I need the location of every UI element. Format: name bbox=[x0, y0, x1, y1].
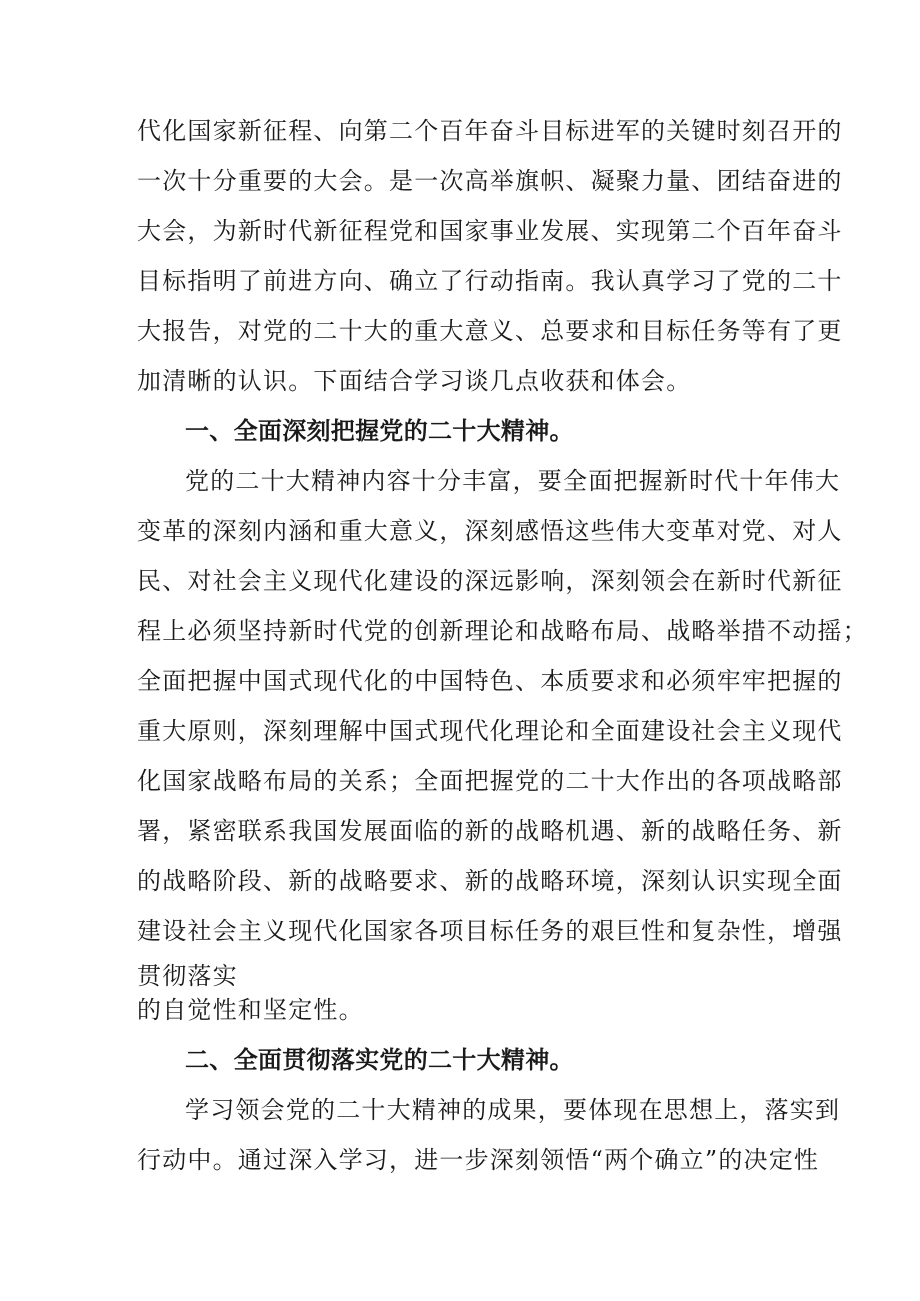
text-line: 的战略阶段、新的战略要求、新的战略环境，深刻认识实现全面 bbox=[137, 867, 843, 895]
text-line: 目标指明了前进方向、确立了行动指南。我认真学习了党的二十 bbox=[137, 267, 843, 295]
text-line: 署，紧密联系我国发展面临的新的战略机遇、新的战略任务、新 bbox=[137, 817, 843, 845]
text-line: 行动中。通过深入学习，进一步深刻领悟“两个确立”的决定性 bbox=[137, 1146, 820, 1174]
text-line: 变革的深刻内涵和重大意义，深刻感悟这些伟大变革对党、对人 bbox=[137, 517, 843, 545]
text-line: 民、对社会主义现代化建设的深远影响，深刻领会在新时代新征 bbox=[137, 567, 843, 595]
section-heading-1: 一、全面深刻把握党的二十大精神。 bbox=[185, 417, 574, 445]
text-line: 程上必须坚持新时代党的创新理论和战略布局、战略举措不动摇； bbox=[137, 617, 868, 645]
text-line: 全面把握中国式现代化的中国特色、本质要求和必须牢牢把握的 bbox=[137, 667, 843, 695]
text-line: 大报告，对党的二十大的重大意义、总要求和目标任务等有了更 bbox=[137, 317, 843, 345]
text-line: 加清晰的认识。下面结合学习谈几点收获和体会。 bbox=[137, 367, 692, 395]
text-line: 代化国家新征程、向第二个百年奋斗目标进军的关键时刻召开的 bbox=[137, 117, 843, 145]
text-line: 一次十分重要的大会。是一次高举旗帜、凝聚力量、团结奋进的 bbox=[137, 167, 843, 195]
text-line: 化国家战略布局的关系；全面把握党的二十大作出的各项战略部 bbox=[137, 767, 843, 795]
text-line: 党的二十大精神内容十分丰富，要全面把握新时代十年伟大 bbox=[185, 467, 841, 495]
text-line: 学习领会党的二十大精神的成果，要体现在思想上，落实到 bbox=[185, 1096, 841, 1124]
text-line: 建设社会主义现代化国家各项目标任务的艰巨性和复杂性，增强 bbox=[137, 917, 843, 945]
section-heading-2: 二、全面贯彻落实党的二十大精神。 bbox=[185, 1046, 574, 1074]
text-line: 的自觉性和坚定性。 bbox=[137, 996, 364, 1024]
text-line: 重大原则，深刻理解中国式现代化理论和全面建设社会主义现代 bbox=[137, 717, 843, 745]
text-line: 大会，为新时代新征程党和国家事业发展、实现第二个百年奋斗 bbox=[137, 217, 843, 245]
text-line: 贯彻落实 bbox=[137, 962, 238, 990]
